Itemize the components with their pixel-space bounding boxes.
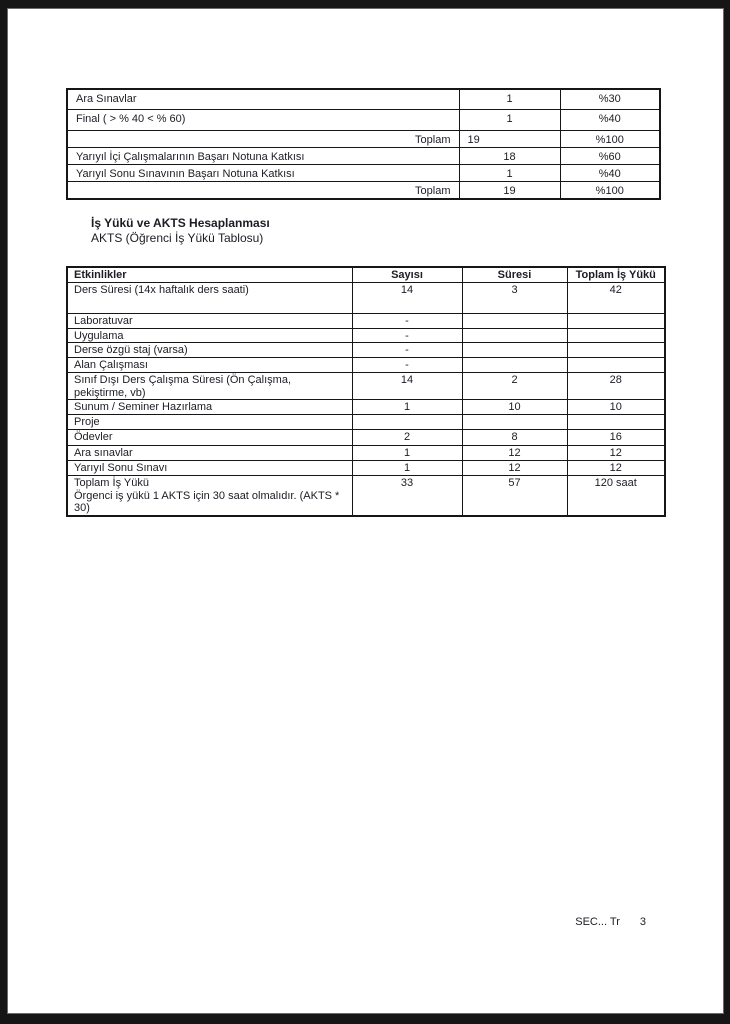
- total-cell: [567, 343, 665, 358]
- grading-percent: %100: [560, 181, 660, 199]
- workload-table: [66, 266, 666, 517]
- total-cell: 42: [567, 282, 665, 313]
- grading-row: [67, 89, 660, 109]
- duration-cell: 10: [462, 400, 567, 415]
- count-cell: 14: [352, 373, 462, 400]
- count-cell: -: [352, 328, 462, 343]
- footer-page-number: 3: [639, 916, 646, 928]
- section-heading: [91, 216, 270, 246]
- grading-total-row: [67, 181, 660, 199]
- workload-row: [67, 328, 665, 343]
- workload-row: [67, 358, 665, 373]
- grading-percent: %100: [560, 130, 660, 147]
- workload-header-row: [67, 267, 665, 282]
- total-cell: 10: [567, 400, 665, 415]
- activity-cell: Proje: [67, 415, 352, 430]
- total-activity-cell: [67, 476, 352, 516]
- count-cell: -: [352, 343, 462, 358]
- workload-row: [67, 415, 665, 430]
- footer-doc-label: SEC... Tr: [575, 916, 620, 928]
- workload-row: [67, 282, 665, 313]
- activity-cell: Uygulama: [67, 328, 352, 343]
- count-cell: [352, 415, 462, 430]
- grading-count: 19: [459, 181, 560, 199]
- duration-cell: 2: [462, 373, 567, 400]
- header-count: Sayısı: [352, 267, 462, 282]
- header-duration: Süresi: [462, 267, 567, 282]
- duration-cell: [462, 343, 567, 358]
- grading-percent: %30: [560, 89, 660, 109]
- duration-cell: [462, 415, 567, 430]
- grading-row: [67, 164, 660, 181]
- workload-row: [67, 400, 665, 415]
- total-label: Toplam İş Yükü: [74, 477, 150, 489]
- total-cell: 12: [567, 461, 665, 476]
- count-cell: -: [352, 313, 462, 328]
- activity-cell: Sınıf Dışı Ders Çalışma Süresi (Ön Çalışma, pekiştirme, vb): [67, 373, 352, 400]
- document-page: [7, 8, 724, 1014]
- grading-row: [67, 109, 660, 130]
- grading-count: 19: [459, 130, 560, 147]
- total-cell: [567, 358, 665, 373]
- total-cell: 12: [567, 446, 665, 461]
- workload-row: [67, 461, 665, 476]
- total-cell: 28: [567, 373, 665, 400]
- total-cell: 16: [567, 430, 665, 446]
- duration-cell: [462, 328, 567, 343]
- grading-percent: %40: [560, 164, 660, 181]
- activity-cell: Alan Çalışması: [67, 358, 352, 373]
- grading-label: Yarıyıl Sonu Sınavının Başarı Notuna Katkısı: [67, 164, 459, 181]
- section-subtitle: AKTS (Öğrenci İş Yükü Tablosu): [91, 231, 264, 245]
- grading-count: 18: [459, 147, 560, 164]
- activity-cell: Laboratuvar: [67, 313, 352, 328]
- count-cell: 14: [352, 282, 462, 313]
- grading-label: Ara Sınavlar: [67, 89, 459, 109]
- grading-percent: %60: [560, 147, 660, 164]
- duration-cell: 12: [462, 461, 567, 476]
- grading-count: 1: [459, 89, 560, 109]
- workload-row: [67, 430, 665, 446]
- workload-row: [67, 373, 665, 400]
- page-footer: [8, 916, 646, 928]
- grading-label: Final ( > % 40 < % 60): [67, 109, 459, 130]
- header-total: Toplam İş Yükü: [567, 267, 665, 282]
- grading-row: [67, 147, 660, 164]
- workload-total-row: [67, 476, 665, 516]
- section-title: İş Yükü ve AKTS Hesaplanması: [91, 216, 270, 230]
- activity-cell: Ara sınavlar: [67, 446, 352, 461]
- grading-label: Yarıyıl İçi Çalışmalarının Başarı Notuna Katkısı: [67, 147, 459, 164]
- grading-percent: %40: [560, 109, 660, 130]
- activity-cell: Ders Süresi (14x haftalık ders saati): [67, 282, 352, 313]
- grading-total-label: Toplam: [67, 181, 459, 199]
- workload-row: [67, 313, 665, 328]
- grading-total-row: [67, 130, 660, 147]
- count-cell: -: [352, 358, 462, 373]
- total-cell: 120 saat: [567, 476, 665, 516]
- workload-row: [67, 343, 665, 358]
- duration-cell: [462, 313, 567, 328]
- workload-row: [67, 446, 665, 461]
- grading-total-label: Toplam: [67, 130, 459, 147]
- duration-cell: 12: [462, 446, 567, 461]
- total-note: Örgenci iş yükü 1 AKTS için 30 saat olmalıdır. (AKTS * 30): [74, 489, 340, 514]
- duration-cell: 57: [462, 476, 567, 516]
- activity-cell: Derse özgü staj (varsa): [67, 343, 352, 358]
- count-cell: 1: [352, 461, 462, 476]
- total-cell: [567, 328, 665, 343]
- header-activity: Etkinlikler: [67, 267, 352, 282]
- grading-count: 1: [459, 109, 560, 130]
- count-cell: 2: [352, 430, 462, 446]
- grading-table: [66, 88, 661, 200]
- activity-cell: Yarıyıl Sonu Sınavı: [67, 461, 352, 476]
- count-cell: 33: [352, 476, 462, 516]
- duration-cell: 3: [462, 282, 567, 313]
- activity-cell: Ödevler: [67, 430, 352, 446]
- total-cell: [567, 415, 665, 430]
- duration-cell: 8: [462, 430, 567, 446]
- count-cell: 1: [352, 446, 462, 461]
- total-cell: [567, 313, 665, 328]
- duration-cell: [462, 358, 567, 373]
- activity-cell: Sunum / Seminer Hazırlama: [67, 400, 352, 415]
- count-cell: 1: [352, 400, 462, 415]
- grading-count: 1: [459, 164, 560, 181]
